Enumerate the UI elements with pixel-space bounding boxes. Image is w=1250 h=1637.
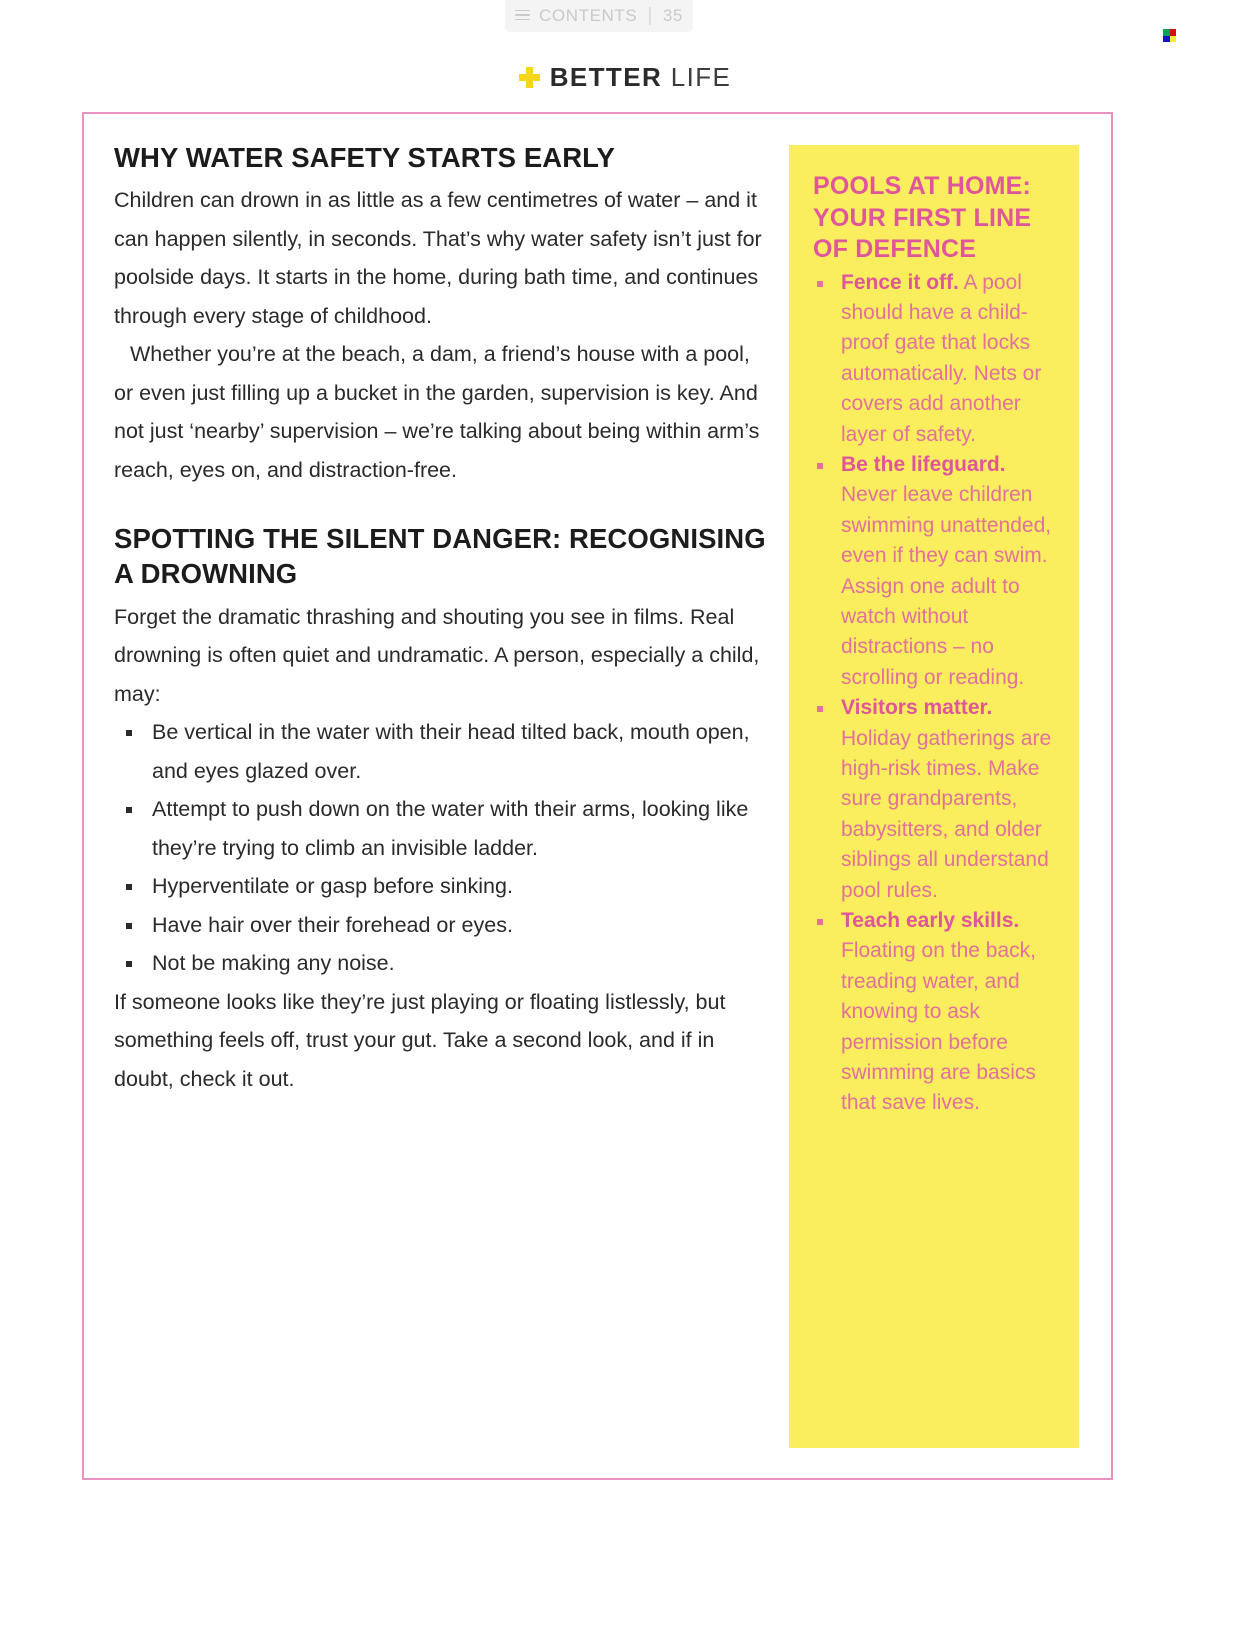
contents-tab[interactable] [505,0,693,32]
drowning-signs-list [114,713,774,983]
list-item [813,693,1055,906]
contents-label: CONTENTS [539,6,638,25]
list-item: Hyperventilate or gasp before sinking. [114,867,774,906]
sidebar-item-lead: Fence it off. [841,270,959,294]
article-paragraph-1: Children can drown in as little as a few centimetres of water – and it can happen silently, in seconds. That’s why water safety isn’t just for poolside days. It starts in the home, during bath time, and continues through every stage of childhood. [114,188,762,328]
sidebar-item-lead: Teach early skills. [841,909,1020,933]
sidebar-item-text: Floating on the back, treading water, and knowing to ask permission before swimming are basics that save lives. [841,939,1036,1115]
sidebar-tips-list [813,268,1055,1119]
sidebar-heading: POOLS AT HOME: YOUR FIRST LINE OF DEFENCE [813,172,1032,263]
list-item: Be vertical in the water with their head tilted back, mouth open, and eyes glazed over. [114,713,774,790]
plus-cross-icon [519,67,540,88]
page-number: 35 [662,6,683,25]
contents-divider: | [647,5,653,26]
pools-at-home-sidebar [789,145,1079,1448]
sidebar-item-text: A pool should have a child-proof gate that locks automatically. Nets or covers add another layer of safety. [841,270,1042,446]
article-paragraph-3: Forget the dramatic thrashing and shouting you see in films. Real drowning is often quiet and undramatic. A person, especially a child, may: [114,604,760,706]
brand-word-light [662,62,671,92]
section-heading-2: SPOTTING THE SILENT DANGER: RECOGNISING A DROWNING [114,523,766,590]
sidebar-item-text: Never leave children swimming unattended, even if they can swim. Assign one adult to watch without distractions – no scrolling or reading. [841,483,1052,689]
section-heading-1: WHY WATER SAFETY STARTS EARLY [114,142,616,173]
article-main-column [114,140,774,1098]
list-item [813,906,1055,1119]
brand-word-light-text: LIFE [670,62,732,92]
color-registration-mark [1163,29,1176,42]
sidebar-item-text: Holiday gatherings are high-risk times. Make sure grandparents, babysitters, and older siblings all understand pool rules. [841,726,1052,902]
brand-wordmark [550,62,732,93]
list-item: Not be making any noise. [114,944,774,983]
article-paragraph-4: If someone looks like they’re just playing or floating listlessly, but something feels off, trust your gut. Take a second look, and if in doubt, check it out. [114,989,726,1091]
list-item [813,268,1055,450]
sidebar-item-lead: Visitors matter. [841,696,993,720]
reg-swatch-yellow [1170,36,1177,43]
brand-logo [0,62,1250,93]
hamburger-icon [515,10,530,21]
list-item: Have hair over their forehead or eyes. [114,906,774,945]
list-item: Attempt to push down on the water with their arms, looking like they’re trying to climb an invisible ladder. [114,790,774,867]
list-item [813,450,1055,693]
sidebar-item-lead: Be the lifeguard. [841,452,1006,476]
brand-word-bold: BETTER [549,62,663,92]
article-paragraph-2: Whether you’re at the beach, a dam, a friend’s house with a pool, or even just filling up a bucket in the garden, supervision is key. And not just ‘nearby’ supervision – we’re talking about being within arm’s reach, eyes on, and distraction-free. [114,342,760,482]
